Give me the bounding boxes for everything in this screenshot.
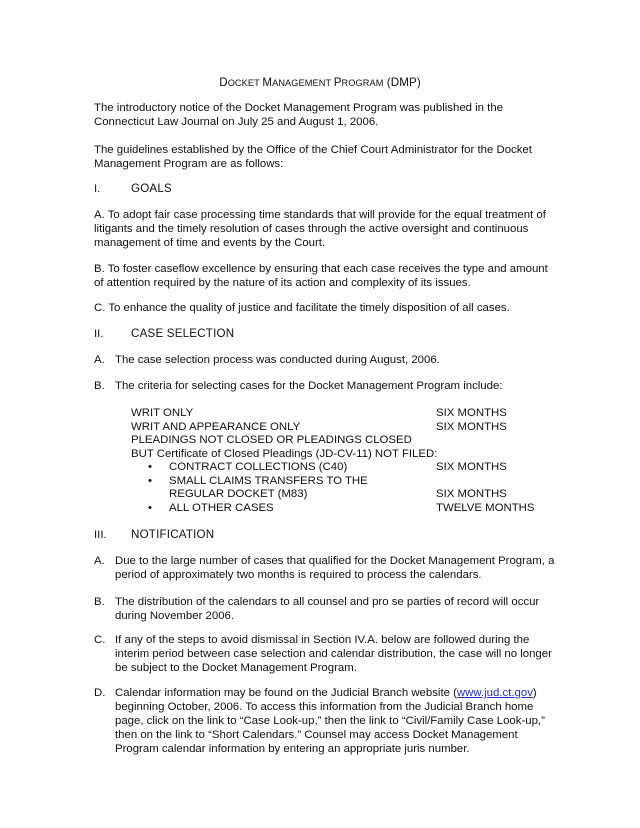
criteria-label: WRIT ONLY — [131, 407, 194, 419]
title-small-caps: OCKET — [227, 78, 263, 88]
item-text: Due to the large number of cases that qualified for the Docket Management Program, a period of approximately two months is required to process the calendars. — [115, 555, 555, 581]
item-text-before-link: Calendar information may be found on the Judicial Branch website ( — [115, 687, 457, 699]
criteria-label: ALL OTHER CASES — [169, 502, 274, 514]
goal-a-paragraph: A. To adopt fair case processing time standards that will provide for the equal treatment of litigants and the timely resolution of cases through the active oversight and continuous management of time and events by the Court. — [94, 209, 546, 249]
title-small-caps: ROGRAM — [341, 78, 384, 88]
criteria-period: TWELVE MONTHS — [436, 502, 535, 514]
criteria-period: SIX MONTHS — [436, 421, 507, 433]
item-number: A. — [94, 555, 105, 567]
intro-paragraph-1: The introductory notice of the Docket Management Program was published in the Connecticut Law Journal on July 25 and August 1, 2006. — [94, 102, 504, 128]
title-suffix: (DMP) — [383, 76, 421, 89]
criteria-label: WRIT AND APPEARANCE ONLY — [131, 421, 301, 433]
section-label: GOALS — [131, 182, 172, 195]
item-number: B. — [94, 596, 105, 608]
criteria-label: BUT Certificate of Closed Pleadings (JD-CV-11) NOT FILED: — [131, 448, 438, 460]
item-number: A. — [94, 354, 105, 366]
title-small-caps: ANAGEMENT — [272, 78, 334, 88]
item-text-after-link: ) beginning October, 2006. To access this information from the Judicial Branch home page, click on the link to “Case Look-up,” then the link to “Civil/Family Case Look-up,” then on the link to “Short Calendars.” Counsel may access Docket Management Program calendar information by entering an appropriate juris number. — [115, 687, 545, 755]
intro-paragraph-2: The guidelines established by the Office of the Chief Court Administrator for the Docket Management Program are as follows: — [94, 144, 532, 170]
section-number: III. — [94, 529, 107, 541]
item-text: The criteria for selecting cases for the Docket Management Program include: — [115, 380, 503, 392]
criteria-label: SMALL CLAIMS TRANSFERS TO THE — [169, 475, 368, 487]
criteria-label: CONTRACT COLLECTIONS (C40) — [169, 461, 348, 473]
bullet-icon: • — [148, 475, 152, 487]
document-title — [0, 76, 640, 90]
item-number: B. — [94, 380, 105, 392]
title-initial: P — [333, 76, 342, 89]
section-number: II. — [94, 328, 104, 340]
item-text — [115, 686, 555, 756]
item-number: C. — [94, 634, 106, 646]
bullet-icon: • — [148, 502, 152, 514]
criteria-label: REGULAR DOCKET (M83) — [169, 488, 308, 500]
bullet-icon: • — [148, 461, 152, 473]
criteria-label: PLEADINGS NOT CLOSED OR PLEADINGS CLOSED — [131, 434, 412, 446]
section-label: NOTIFICATION — [131, 528, 215, 541]
section-number: I. — [94, 183, 101, 195]
item-text: The case selection process was conducted during August, 2006. — [115, 354, 440, 366]
item-text: If any of the steps to avoid dismissal in Section IV.A. below are followed during the interim period between case selection and calendar distribution, the case will no longer be subject to the Docket Management Program. — [115, 634, 552, 674]
goal-b-paragraph: B. To foster caseflow excellence by ensuring that each case receives the type and amount of attention required by the nature of its action and complexity of its issues. — [94, 263, 548, 289]
item-number: D. — [94, 687, 106, 699]
goal-c-paragraph: C. To enhance the quality of justice and facilitate the timely disposition of all cases. — [94, 302, 510, 314]
criteria-period: SIX MONTHS — [436, 407, 507, 419]
title-initial: D — [219, 76, 228, 89]
criteria-period: SIX MONTHS — [436, 488, 507, 500]
judicial-website-link[interactable]: www.jud.ct.gov — [456, 687, 533, 699]
section-label: CASE SELECTION — [131, 327, 235, 340]
title-initial: M — [262, 76, 273, 89]
criteria-period: SIX MONTHS — [436, 461, 507, 473]
item-text: The distribution of the calendars to all counsel and pro se parties of record will occur during November 2006. — [115, 596, 540, 622]
